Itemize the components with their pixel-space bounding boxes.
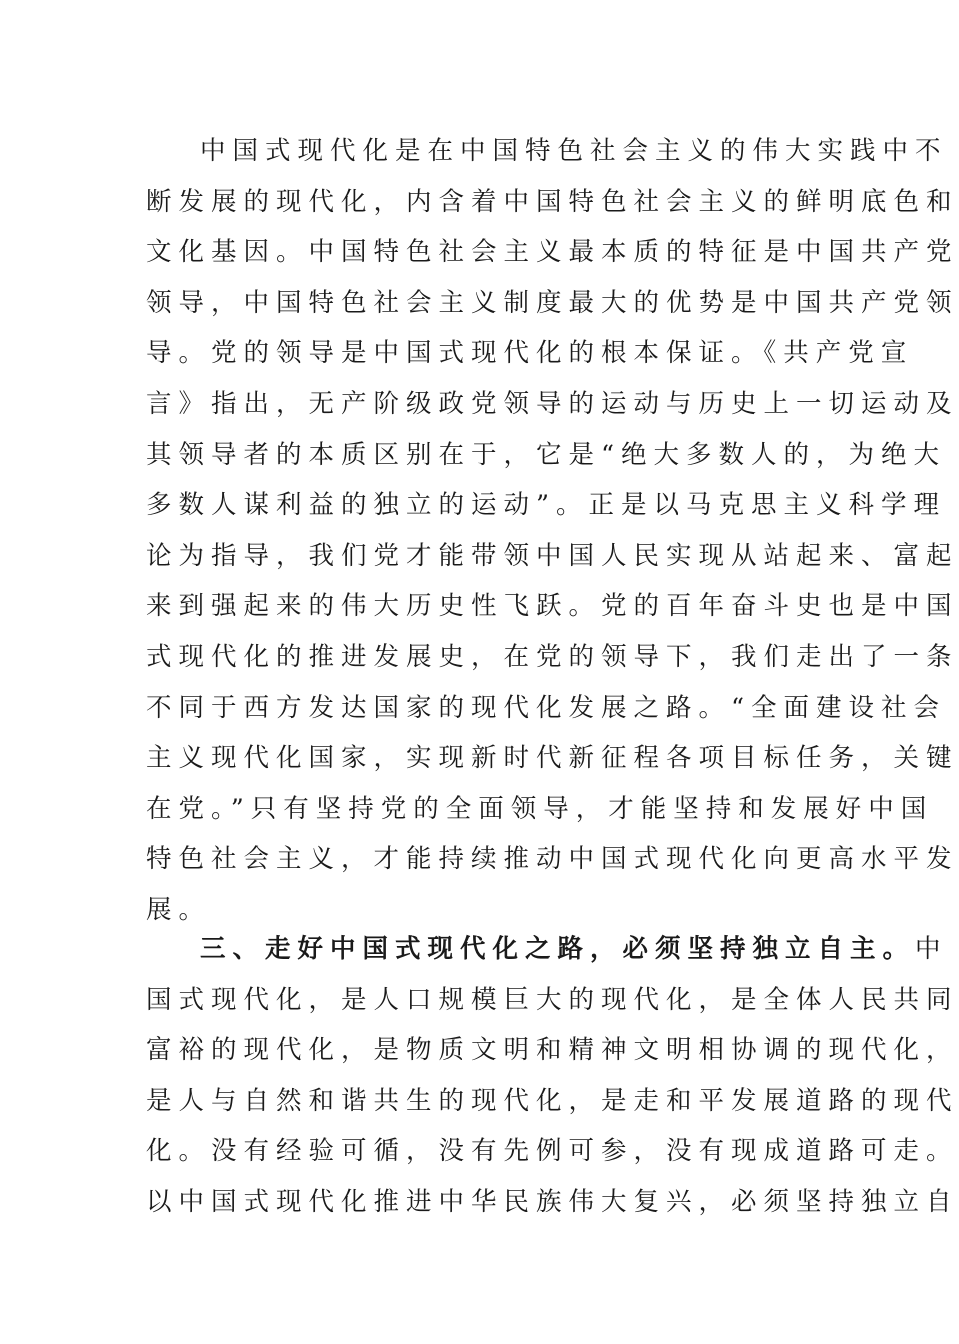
paragraph-line: 其领导者的本质区别在于，它是“绝大多数人的，为绝大 (146, 439, 947, 470)
paragraph-independence (146, 924, 959, 1228)
paragraph-line: 中国式现代化是在中国特色社会主义的伟大实践中不 (200, 136, 948, 166)
paragraph-leadership (146, 126, 959, 936)
paragraph-line: 文化基因。中国特色社会主义最本质的特征是中国共产党 (146, 237, 959, 268)
section-heading-line (146, 924, 948, 975)
paragraph-line: 在党。”只有坚持党的全面领导，才能坚持和发展好中国 (146, 793, 934, 824)
paragraph-line: 是人与自然和谐共生的现代化，是走和平发展道路的现代 (146, 1085, 959, 1116)
paragraph-line: 导。党的领导是中国式现代化的根本保证。《共产党宣 (146, 338, 914, 369)
paragraph-line: 来到强起来的伟大历史性飞跃。党的百年奋斗史也是中国 (146, 591, 959, 622)
section-heading: 三、走好中国式现代化之路，必须坚持独立自主。 (200, 934, 916, 964)
paragraph-line: 国式现代化，是人口规模巨大的现代化，是全体人民共同 (146, 984, 959, 1015)
paragraph-line: 以中国式现代化推进中华民族伟大复兴，必须坚持独立自 (146, 1186, 959, 1217)
paragraph-line: 富裕的现代化，是物质文明和精神文明相协调的现代化， (146, 1035, 959, 1066)
paragraph-line: 主义现代化国家，实现新时代新征程各项目标任务，关键 (146, 743, 959, 774)
paragraph-line: 断发展的现代化，内含着中国特色社会主义的鲜明底色和 (146, 186, 959, 217)
paragraph-line: 不同于西方发达国家的现代化发展之路。“全面建设社会 (146, 692, 947, 723)
paragraph-line: 论为指导，我们党才能带领中国人民实现从站起来、富起 (146, 540, 959, 571)
paragraph-line: 领导，中国特色社会主义制度最大的优势是中国共产党领 (146, 287, 959, 318)
paragraph-line: 言》指出，无产阶级政党领导的运动与历史上一切运动及 (146, 388, 959, 419)
heading-tail-text: 中 (915, 934, 948, 964)
paragraph-line: 化。没有经验可循，没有先例可参，没有现成道路可走。 (146, 1136, 959, 1167)
paragraph-line: 多数人谋利益的独立的运动”。正是以马克思主义科学理 (146, 490, 947, 521)
paragraph-line: 展。 (146, 894, 212, 925)
paragraph-line: 式现代化的推进发展史，在党的领导下，我们走出了一条 (146, 641, 959, 672)
paragraph-line: 特色社会主义，才能持续推动中国式现代化向更高水平发 (146, 844, 959, 875)
